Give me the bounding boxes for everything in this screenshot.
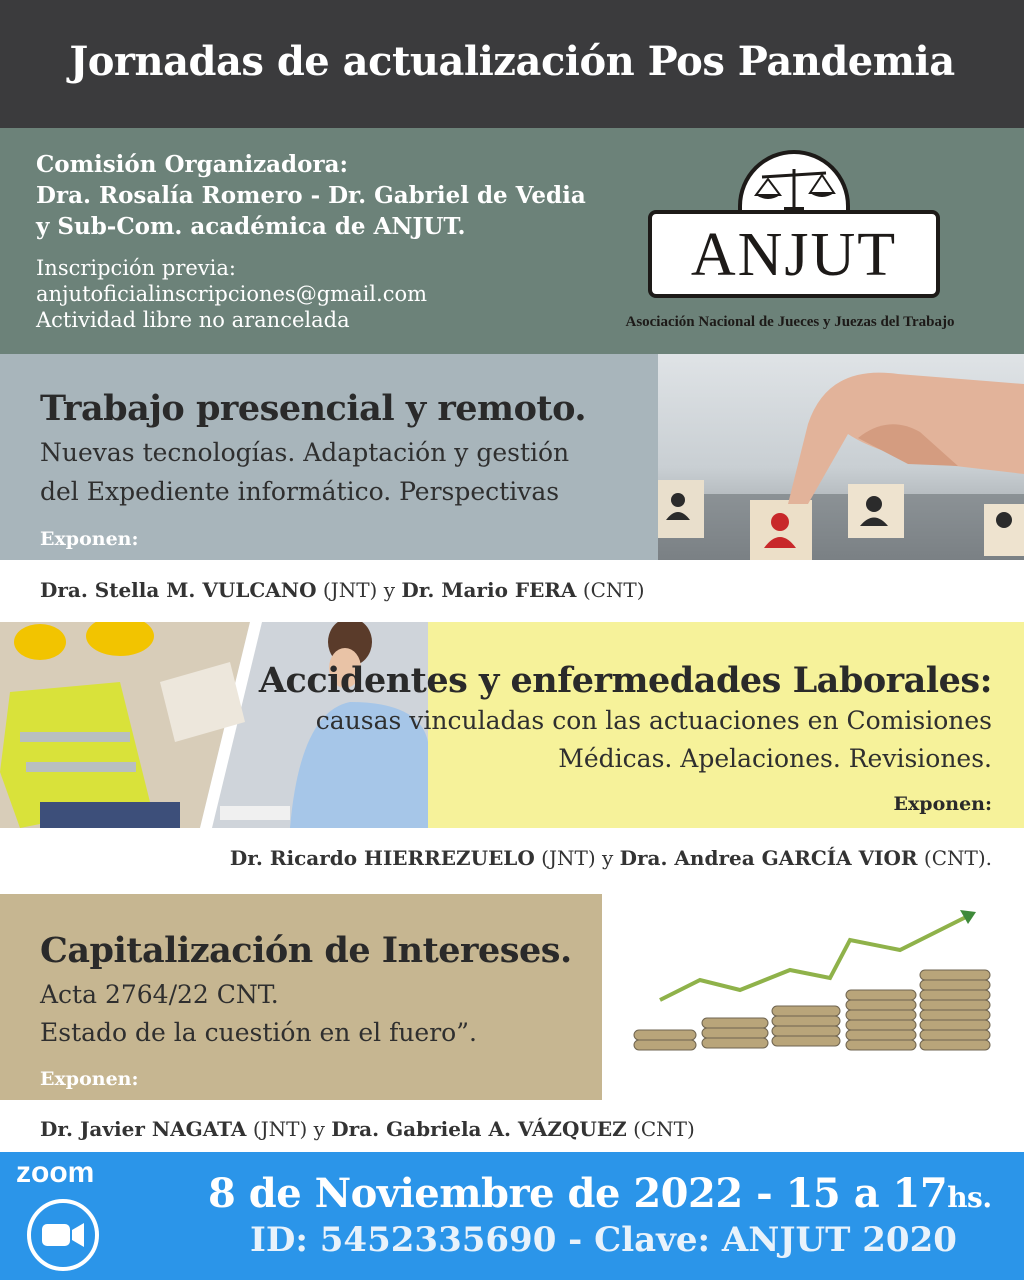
event-date: [208, 1170, 992, 1217]
inscription-label: Inscripción previa:: [36, 256, 236, 280]
logo-subtitle: Asociación Nacional de Jueces y Juezas del Trabajo: [625, 314, 955, 330]
people-blocks-icon: [658, 354, 1024, 560]
organizers-subcommission: y Sub-Com. académica de ANJUT.: [36, 213, 466, 240]
section3-title: Capitalización de Intereses.: [40, 930, 572, 971]
page-title: Jornadas de actualización Pos Pandemia: [69, 38, 955, 85]
section2-speaker1-org: (JNT) y: [541, 846, 614, 870]
event-date-text: 8 de Noviembre de 2022 - 15 a 17: [208, 1170, 948, 1217]
section3-desc-line1: Acta 2764/22 CNT.: [40, 980, 279, 1009]
logo-text: ANJUT: [690, 221, 898, 289]
organizers-names: Dra. Rosalía Romero - Dr. Gabriel de Vedia: [36, 182, 586, 209]
section2-speaker1: Dr. Ricardo HIERREZUELO: [229, 846, 535, 870]
meeting-credentials: ID: 5452335690 - Clave: ANJUT 2020: [250, 1220, 957, 1260]
section3-speakers: [40, 1117, 695, 1141]
section1-desc-line1: Nuevas tecnologías. Adaptación y gestión: [40, 438, 570, 467]
free-activity-note: Actividad libre no arancelada: [36, 308, 350, 332]
coin-stacks-growth-icon: [620, 900, 1010, 1100]
section1-speaker1: Dra. Stella M. VULCANO: [40, 578, 317, 602]
zoom-camera-icon: [26, 1198, 100, 1272]
inscription-email: anjutoficialinscripciones@gmail.com: [36, 282, 428, 306]
section2-speaker2-org: (CNT).: [923, 846, 992, 870]
event-hours-suffix: hs.: [947, 1181, 992, 1214]
section1-title: Trabajo presencial y remoto.: [40, 388, 587, 429]
section3-speaker2-org: (CNT): [633, 1117, 695, 1141]
section2-title: Accidentes y enfermedades Laborales:: [258, 660, 992, 701]
section3-exponen-label: Exponen:: [40, 1068, 139, 1090]
section1-speaker2: Dr. Mario FERA: [401, 578, 577, 602]
section1-speaker1-org: (JNT) y: [322, 578, 395, 602]
section2-desc-line2: Médicas. Apelaciones. Revisiones.: [558, 744, 992, 773]
section1-desc-line2: del Expediente informático. Perspectivas: [40, 477, 560, 506]
organizers-heading: Comisión Organizadora:: [36, 151, 348, 178]
section2-desc-line1: causas vinculadas con las actuaciones en Comisiones: [315, 706, 992, 735]
section1-speaker2-org: (CNT): [582, 578, 645, 602]
section3-speaker1-org: (JNT) y: [252, 1117, 325, 1141]
scales-of-justice-icon: [752, 165, 836, 215]
section1-exponen-label: Exponen:: [40, 528, 139, 550]
section2-speakers: [100, 846, 992, 870]
section3-desc-line2: Estado de la cuestión en el fuero”.: [40, 1018, 477, 1047]
section3-speaker2: Dra. Gabriela A. VÁZQUEZ: [331, 1117, 627, 1141]
section2-speaker2: Dra. Andrea GARCÍA VIOR: [619, 846, 918, 870]
hand-choosing-person-photo: [658, 354, 1024, 560]
section2-exponen-label: Exponen:: [893, 793, 992, 815]
section1-speakers: [40, 578, 645, 602]
zoom-wordmark: zoom: [16, 1156, 95, 1189]
section3-speaker1: Dr. Javier NAGATA: [40, 1117, 247, 1141]
